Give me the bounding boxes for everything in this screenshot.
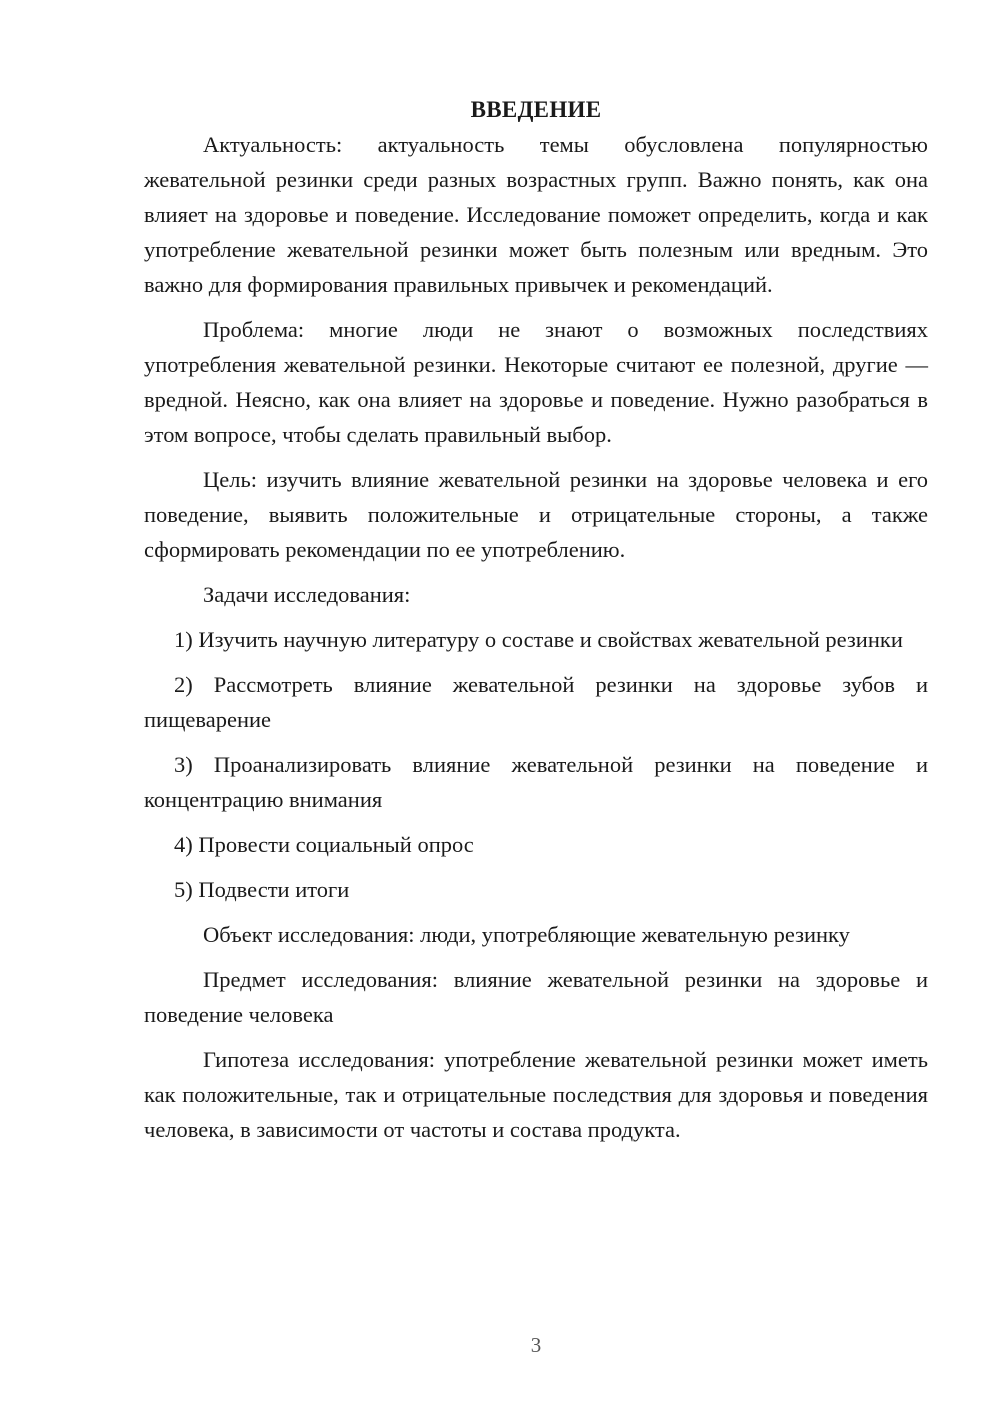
paragraph-relevance: Актуальность: актуальность темы обусловлена популярностью жевательной резинки среди разных возрастных групп. Важно понять, как она влияет на здоровье и поведение. Исследование поможет определить, когда и как употребление жевательной резинки может быть полезным или вредным. Это важно для формирования правильных привычек и рекомендаций. — [144, 132, 928, 297]
paragraph-subject: Предмет исследования: влияние жевательной резинки на здоровье и поведение человека — [144, 967, 928, 1027]
paragraph-goal: Цель: изучить влияние жевательной резинки на здоровье человека и его поведение, выявить положительные и отрицательные стороны, а также сформировать рекомендации по ее употреблению. — [144, 467, 928, 562]
paragraph-object: Объект исследования: люди, употребляющие жевательную резинку — [203, 922, 850, 947]
paragraph-hypothesis: Гипотеза исследования: употребление жевательной резинки может иметь как положительные, так и отрицательные последствия для здоровья и поведения человека, в зависимости от частоты и состава продукта. — [144, 1047, 928, 1142]
task-list-item-2: 2) Рассмотреть влияние жевательной резинки на здоровье зубов и пищеварение — [144, 672, 928, 732]
section-title: ВВЕДЕНИЕ — [470, 97, 602, 122]
task-list-item-4: 4) Провести социальный опрос — [174, 832, 474, 857]
page-content — [144, 92, 928, 1157]
task-list-item-5: 5) Подвести итоги — [174, 877, 350, 902]
task-list-item-3: 3) Проанализировать влияние жевательной резинки на поведение и концентрацию внимания — [144, 752, 928, 812]
page-number: 3 — [530, 1333, 542, 1357]
task-list-item-1: 1) Изучить научную литературу о составе и свойствах жевательной резинки — [174, 627, 903, 652]
paragraph-tasks-heading: Задачи исследования: — [203, 582, 411, 607]
paragraph-problem: Проблема: многие люди не знают о возможных последствиях употребления жевательной резинки. Некоторые считают ее полезной, другие — вредной. Неясно, как она влияет на здоровье и поведение. Нужно разобраться в этом вопросе, чтобы сделать правильный выбор. — [144, 317, 928, 447]
